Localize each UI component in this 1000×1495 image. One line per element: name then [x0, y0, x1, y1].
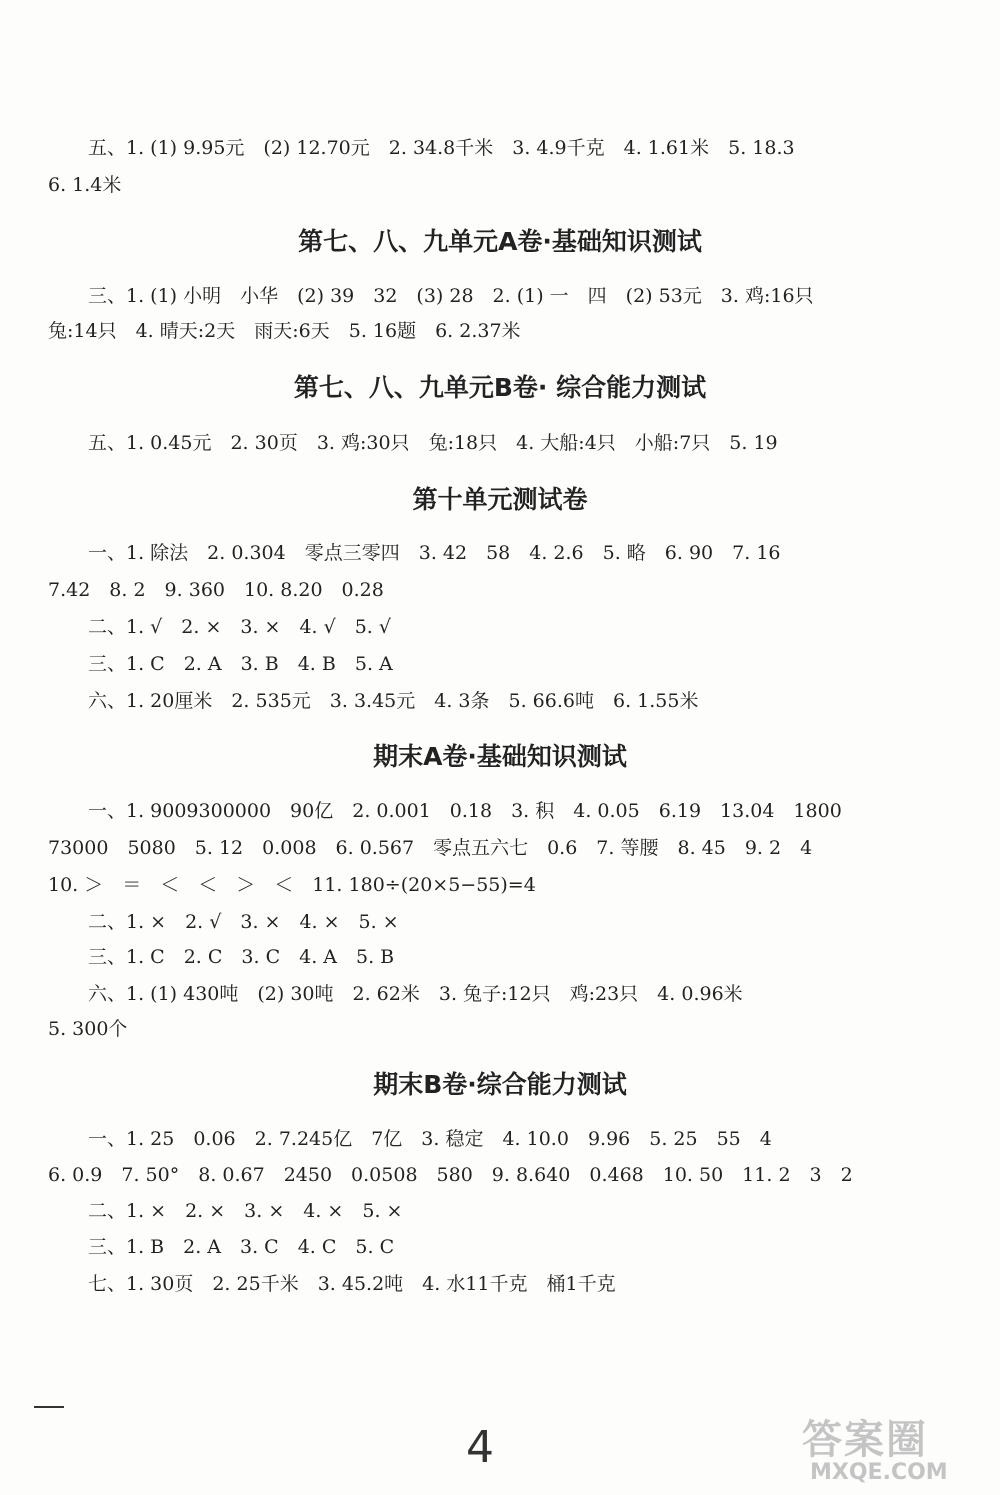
answer-line: 二、1. √ 2. × 3. × 4. √ 5. √: [88, 616, 391, 638]
section-heading: 第七、八、九单元A卷·基础知识测试: [298, 227, 702, 256]
answer-line: 7.42 8. 2 9. 360 10. 8.20 0.28: [48, 579, 384, 601]
answer-line: 5. 300个: [48, 1018, 128, 1040]
page-number: 4: [466, 1422, 494, 1473]
answer-line: 三、1. C 2. C 3. C 4. A 5. B: [88, 946, 395, 968]
section-heading: 第十单元测试卷: [412, 485, 588, 514]
answer-line: 一、1. 9009300000 90亿 2. 0.001 0.18 3. 积 4. 0.05 6.19 13.04 1800: [88, 800, 842, 822]
section-heading: 期末B卷·综合能力测试: [373, 1070, 627, 1099]
answer-line: 六、1. (1) 430吨 (2) 30吨 2. 62米 3. 兔子:12只 鸡:23只 4. 0.96米: [88, 983, 743, 1005]
watermark-logo: 答案圈: [802, 1417, 928, 1463]
watermark: [802, 1408, 992, 1488]
answer-line: 一、1. 25 0.06 2. 7.245亿 7亿 3. 稳定 4. 10.0 9.96 5. 25 55 4: [88, 1128, 772, 1150]
watermark-url: MXQE.COM: [810, 1460, 948, 1485]
answer-line: 6. 1.4米: [48, 174, 122, 196]
answer-line: 兔:14只 4. 晴天:2天 雨天:6天 5. 16题 6. 2.37米: [48, 320, 521, 342]
answer-line: 二、1. × 2. × 3. × 4. × 5. ×: [88, 1200, 403, 1222]
section-heading: 期末A卷·基础知识测试: [373, 742, 627, 771]
answer-line: 三、1. (1) 小明 小华 (2) 39 32 (3) 28 2. (1) 一 四 (2) 53元 3. 鸡:16只: [88, 285, 814, 307]
answer-line: 五、1. (1) 9.95元 (2) 12.70元 2. 34.8千米 3. 4.9千克 4. 1.61米 5. 18.3: [88, 137, 795, 159]
answer-line: 六、1. 20厘米 2. 535元 3. 3.45元 4. 3条 5. 66.6吨 6. 1.55米: [88, 690, 699, 712]
answer-line: 七、1. 30页 2. 25千米 3. 45.2吨 4. 水11千克 桶1千克: [88, 1273, 616, 1295]
answer-line: 6. 0.9 7. 50° 8. 0.67 2450 0.0508 580 9. 8.640 0.468 10. 50 11. 2 3 2: [48, 1164, 853, 1186]
section-heading: 第七、八、九单元B卷· 综合能力测试: [293, 373, 707, 402]
answer-line: 三、1. C 2. A 3. B 4. B 5. A: [88, 653, 393, 675]
answer-line: 10. ＞ ＝ ＜ ＜ ＞ ＜ 11. 180÷(20×5−55)=4: [48, 874, 536, 896]
answer-line: 三、1. B 2. A 3. C 4. C 5. C: [88, 1236, 395, 1258]
corner-rule: [34, 1406, 64, 1408]
answer-line: 二、1. × 2. √ 3. × 4. × 5. ×: [88, 911, 399, 933]
answer-line: 一、1. 除法 2. 0.304 零点三零四 3. 42 58 4. 2.6 5. 略 6. 90 7. 16: [88, 542, 781, 564]
answer-line: 五、1. 0.45元 2. 30页 3. 鸡:30只 兔:18只 4. 大船:4只 小船:7只 5. 19: [88, 432, 778, 454]
answer-line: 73000 5080 5. 12 0.008 6. 0.567 零点五六七 0.6 7. 等腰 8. 45 9. 2 4: [48, 837, 813, 859]
